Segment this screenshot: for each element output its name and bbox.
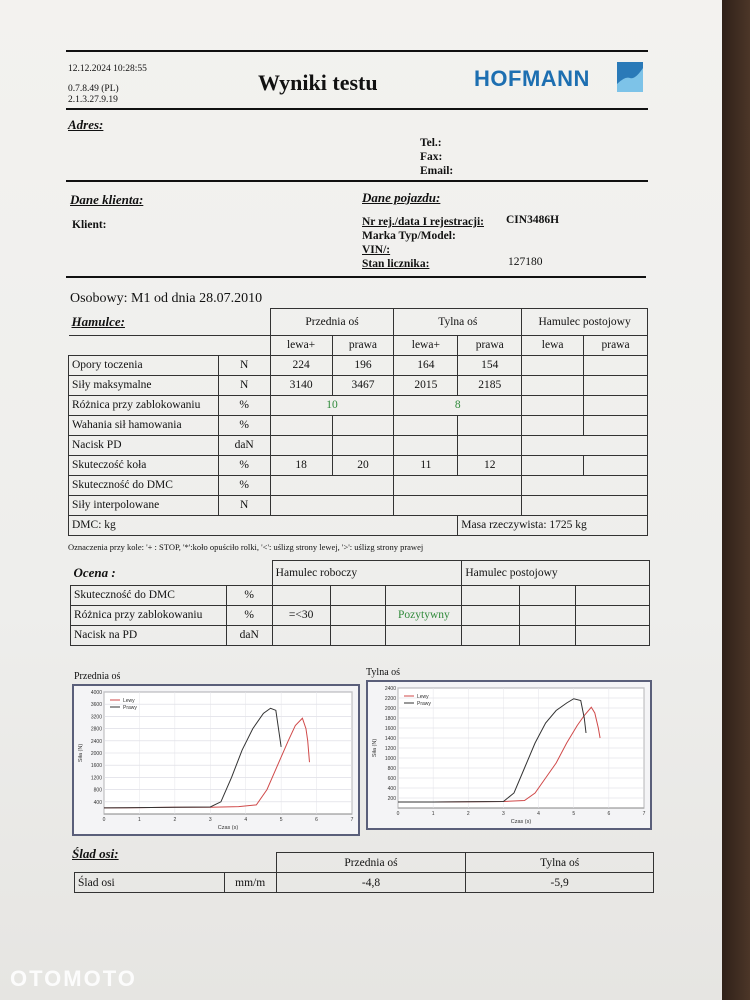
table-row <box>69 435 648 455</box>
print-datetime: 12.12.2024 10:28:55 <box>68 64 147 74</box>
row-unit: N <box>218 375 270 395</box>
legend-label: Lewy <box>417 694 429 700</box>
rear-axle-chart <box>366 680 652 830</box>
y-tick-label: 400 <box>387 786 396 792</box>
table-row <box>69 455 648 475</box>
x-tick-label: 3 <box>502 811 505 817</box>
cell-front-left: 3140 <box>270 375 332 395</box>
x-tick-label: 4 <box>537 811 540 817</box>
row-unit: mm/m <box>224 873 276 893</box>
y-tick-label: 800 <box>387 766 396 772</box>
y-tick-label: 600 <box>387 776 396 782</box>
row-label: Różnica przy zablokowaniu <box>71 605 227 625</box>
assessment-table <box>70 560 650 646</box>
y-tick-label: 1400 <box>384 736 396 742</box>
parking-left-col: lewa <box>522 335 584 355</box>
client-section-title: Dane klienta: <box>70 192 144 207</box>
y-tick-label: 1600 <box>384 726 396 732</box>
y-tick-label: 2000 <box>90 751 102 757</box>
y-tick-label: 3200 <box>90 714 102 721</box>
front-axle-chart <box>72 684 360 836</box>
x-tick-label: 6 <box>607 811 611 817</box>
row-unit: N <box>218 355 270 375</box>
vehicle-section-title: Dane pojazdu: <box>362 190 441 205</box>
cell-front-right: 20 <box>332 455 394 475</box>
dmc-label: DMC: kg <box>69 515 458 535</box>
table-row <box>69 495 648 515</box>
y-tick-label: 1000 <box>384 756 396 762</box>
wheel-legend-note: Oznaczenia przy kole: '+ : STOP, '*':koło opuściło rolki, '<': uślizg strony lewej, '>': uślizg strony prawej <box>68 542 424 552</box>
x-tick-label: 4 <box>244 817 248 823</box>
table-row <box>69 355 648 375</box>
x-axis-label: Czas (s) <box>217 825 239 831</box>
row-label: Nacisk PD <box>69 435 219 455</box>
table-row <box>69 395 648 415</box>
front-left-col: lewa+ <box>270 335 332 355</box>
vehicle-class: Osobowy: M1 od dnia 28.07.2010 <box>70 291 263 306</box>
x-tick-label: 1 <box>431 811 435 817</box>
rear-right-col: prawa <box>458 335 522 355</box>
front-axle-chart-svg <box>74 686 358 834</box>
rear-axle-chart-svg <box>368 682 650 828</box>
y-tick-label: 2400 <box>384 686 396 692</box>
y-tick-label: 2200 <box>384 696 396 702</box>
x-tick-label: 2 <box>173 817 177 823</box>
y-tick-label: 1600 <box>90 763 102 770</box>
y-tick-label: 1800 <box>384 716 396 722</box>
assessment-section-title: Ocena : <box>73 564 116 580</box>
row-label: Wahania sił hamowania <box>69 415 219 435</box>
x-tick-label: 1 <box>138 817 141 823</box>
x-tick-label: 7 <box>642 811 646 817</box>
header-rule-top <box>66 50 648 52</box>
vehicle-rule <box>66 276 646 278</box>
table-row <box>71 625 650 645</box>
header-rule-bottom <box>66 108 648 110</box>
row-unit: % <box>218 475 270 495</box>
row-unit: N <box>218 495 270 515</box>
row-label: Opory toczenia <box>69 355 219 375</box>
parking-right-col: prawa <box>584 335 648 355</box>
y-tick-label: 200 <box>387 796 396 802</box>
table-row <box>71 605 650 625</box>
row-label: Różnica przy zablokowaniu <box>69 395 219 415</box>
front-track-value: -4,8 <box>276 873 466 893</box>
cell-rear-left: 11 <box>394 455 458 475</box>
row-unit: % <box>218 415 270 435</box>
x-tick-label: 5 <box>572 811 576 817</box>
row-unit: % <box>226 605 272 625</box>
row-label: Nacisk na PD <box>71 625 227 645</box>
y-tick-label: 1200 <box>90 775 102 782</box>
vin-label: VIN/: <box>362 244 391 256</box>
axle-track-table <box>74 852 654 893</box>
table-row <box>69 415 648 435</box>
rear-axle-header: Tylna oś <box>394 309 522 336</box>
registration-value: CIN3486H <box>506 214 560 226</box>
client-label: Klient: <box>72 219 107 231</box>
x-tick-label: 3 <box>208 817 212 823</box>
legend-label: Prawy <box>123 705 137 711</box>
y-tick-label: 2000 <box>384 706 396 712</box>
result-positive: Pozytywny <box>386 605 462 625</box>
row-unit: % <box>226 585 272 605</box>
y-tick-label: 3600 <box>90 702 102 709</box>
row-label: Skuteczność do DMC <box>69 475 219 495</box>
cell-rear-left: 164 <box>394 355 458 375</box>
legend-label: Lewy <box>123 698 135 704</box>
table-row <box>69 475 648 495</box>
x-tick-label: 6 <box>315 817 318 823</box>
rear-chart-title: Tylna oś <box>366 667 401 678</box>
assessment-parking-header: Hamulec postojowy <box>462 561 650 586</box>
axle-track-front-header: Przednia oś <box>276 853 466 873</box>
cell-front-right: 3467 <box>332 375 394 395</box>
x-tick-label: 2 <box>466 811 470 817</box>
row-unit: % <box>218 455 270 475</box>
x-tick-label: 7 <box>350 817 354 823</box>
row-unit: daN <box>226 625 272 645</box>
software-version: 0.7.8.49 (PL) <box>68 84 119 94</box>
tel-label: Tel.: <box>420 137 442 149</box>
row-label: Skuteczność do DMC <box>71 585 227 605</box>
limit-value: =<30 <box>272 605 330 625</box>
cell-rear-right: 2185 <box>458 375 522 395</box>
page-title: Wyniki testu <box>258 70 378 95</box>
legend-label: Prawy <box>417 701 431 707</box>
x-axis-label: Czas (s) <box>510 819 532 825</box>
axle-track-rear-header: Tylna oś <box>466 853 654 873</box>
rear-track-value: -5,9 <box>466 873 654 893</box>
actual-mass: Masa rzeczywista: 1725 kg <box>458 515 648 535</box>
y-tick-label: 1200 <box>384 746 396 752</box>
y-tick-label: 2400 <box>90 738 102 745</box>
y-axis-label: Siła (N) <box>78 743 84 763</box>
cell-front-left: 224 <box>270 355 332 375</box>
table-row <box>69 375 648 395</box>
front-chart-title: Przednia oś <box>74 671 121 682</box>
y-tick-label: 800 <box>93 787 102 794</box>
service-brake-header: Hamulec roboczy <box>272 561 462 586</box>
watermark-logo: OTOMOTO <box>10 966 137 991</box>
row-label: Skuteczość koła <box>69 455 219 475</box>
cell-front-right: 196 <box>332 355 394 375</box>
y-axis-label: Siła (N) <box>372 738 378 758</box>
rear-difference: 8 <box>394 395 522 415</box>
front-right-col: prawa <box>332 335 394 355</box>
axle-track-section-title: Ślad osi: <box>72 846 119 861</box>
row-unit: daN <box>218 435 270 455</box>
address-rule <box>66 180 648 182</box>
rear-left-col: lewa+ <box>394 335 458 355</box>
make-model-label: Marka Typ/Model: <box>362 230 456 242</box>
address-section-title: Adres: <box>68 117 104 132</box>
fax-label: Fax: <box>420 151 443 163</box>
table-row <box>75 873 654 893</box>
cell-rear-right: 154 <box>458 355 522 375</box>
registration-label: Nr rej./data I rejestracji: <box>362 216 484 228</box>
row-label: Siły interpolowane <box>69 495 219 515</box>
cell-rear-right: 12 <box>458 455 522 475</box>
table-row <box>71 585 650 605</box>
email-label: Email: <box>420 165 454 177</box>
x-tick-label: 0 <box>396 811 400 817</box>
firmware-version: 2.1.3.27.9.19 <box>68 95 118 105</box>
cell-front-left: 18 <box>270 455 332 475</box>
y-tick-label: 2800 <box>90 726 102 733</box>
x-tick-label: 0 <box>102 817 106 823</box>
parking-brake-header: Hamulec postojowy <box>522 309 648 336</box>
row-label: Siły maksymalne <box>69 375 219 395</box>
hofmann-logo-icon <box>617 62 643 92</box>
y-tick-label: 400 <box>93 799 102 806</box>
odometer-label: Stan licznika: <box>362 258 430 270</box>
front-difference: 10 <box>270 395 394 415</box>
row-label: Ślad osi <box>75 873 225 893</box>
brakes-section-title: Hamulce: <box>71 313 125 329</box>
brand-logo-text: HOFMANN <box>474 66 590 91</box>
brakes-table <box>68 308 648 536</box>
x-tick-label: 5 <box>279 817 283 823</box>
front-axle-header: Przednia oś <box>270 309 394 336</box>
y-tick-label: 4000 <box>90 690 102 696</box>
odometer-value: 127180 <box>508 256 543 268</box>
cell-rear-left: 2015 <box>394 375 458 395</box>
row-unit: % <box>218 395 270 415</box>
